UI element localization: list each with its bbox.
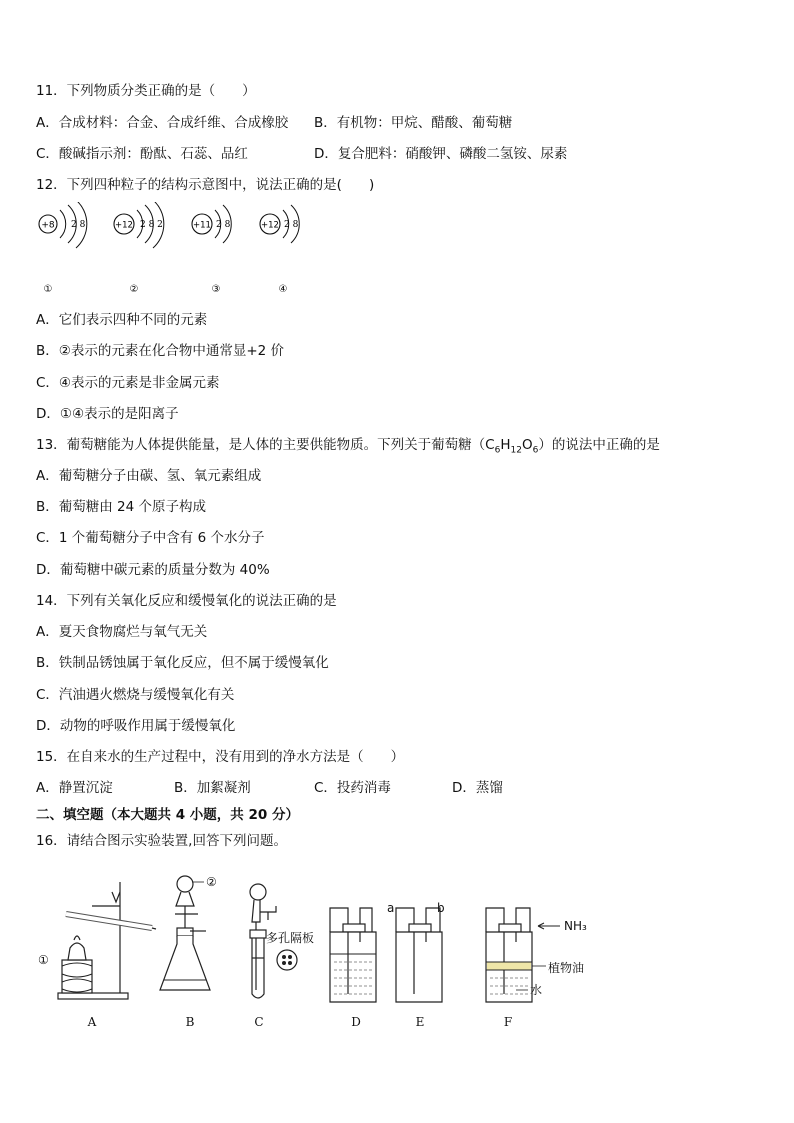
apparatus-label-b: B: [185, 1015, 195, 1029]
q15-option-c: C．投药消毒: [314, 780, 391, 796]
particle-1-nucleus: +8: [41, 220, 55, 231]
apparatus-label-d: D: [351, 1015, 361, 1029]
apparatus-e: [387, 901, 445, 1002]
q15-option-d: D．蒸馏: [452, 780, 503, 796]
q14-option-c: C．汽油遇火燃烧与缓慢氧化有关: [36, 687, 235, 703]
particle-3-shells: 2 8: [216, 220, 231, 230]
apparatus-label-c: C: [254, 1015, 264, 1029]
particle-4-shells: 2 8: [284, 220, 299, 230]
apparatus-label-e: E: [415, 1015, 425, 1029]
apparatus-label-f: F: [503, 1015, 513, 1029]
lab-apparatus-figure: [30, 862, 610, 1042]
water-label: 水: [530, 983, 543, 997]
q13-sub-h: 12: [510, 445, 522, 456]
q14-stem: 14．下列有关氧化反应和缓慢氧化的说法正确的是: [36, 593, 337, 609]
q12-option-d: D．①④表示的是阳离子: [36, 406, 179, 422]
q12-option-b: B．②表示的元素在化合物中通常显+2 价: [36, 343, 285, 359]
oil-label: 植物油: [548, 961, 585, 975]
q16-stem: 16．请结合图示实验装置,回答下列问题。: [36, 833, 287, 849]
particle-1-shells: 2 8: [71, 220, 86, 230]
q13-option-d: D．葡萄糖中碳元素的质量分数为 40%: [36, 562, 270, 578]
q15-option-a: A．静置沉淀: [36, 780, 113, 796]
apparatus-f: [486, 908, 587, 1002]
apparatus-b: [160, 875, 217, 990]
q13-option-c: C．1 个葡萄糖分子中含有 6 个水分子: [36, 530, 265, 546]
apparatus-a-marker: ①: [38, 953, 49, 967]
q11-option-a: A．合成材料：合金、合成纤维、合成橡胶: [36, 115, 289, 131]
apparatus-d: [330, 908, 376, 1002]
particle-4-nucleus: +12: [261, 220, 279, 231]
porous-plate-label: 多孔隔板: [266, 931, 315, 945]
apparatus-a: [38, 882, 156, 999]
particle-2-shells: 2 8 2: [140, 220, 163, 230]
particle-2-label: ②: [129, 284, 139, 295]
q13-option-a: A．葡萄糖分子由碳、氢、氧元素组成: [36, 468, 262, 484]
particle-diagram-4: [260, 205, 299, 295]
q12-option-c: C．④表示的元素是非金属元素: [36, 375, 220, 391]
q11-option-b: B．有机物：甲烷、醋酸、葡萄糖: [314, 115, 513, 131]
particle-4-label: ④: [278, 284, 288, 295]
particle-diagram-3: [192, 205, 231, 295]
q13-h: H: [500, 437, 511, 453]
q13-sub-o: 6: [532, 445, 539, 456]
nh3-label: NH₃: [564, 919, 587, 933]
particle-diagram-1: [39, 202, 87, 295]
q13-o: O: [521, 437, 533, 453]
q11-option-c: C．酸碱指示剂：酚酞、石蕊、品红: [36, 146, 248, 162]
q11-stem: 11．下列物质分类正确的是（ ）: [36, 83, 256, 99]
q13-stem-pre: 13．葡萄糖能为人体提供能量，是人体的主要供能物质。下列关于葡萄糖（C: [36, 437, 495, 453]
tube-b-label: b: [437, 901, 445, 915]
q15-stem: 15．在自来水的生产过程中，没有用到的净水方法是（ ）: [36, 749, 405, 765]
particle-3-label: ③: [211, 284, 221, 295]
section-heading: 二、填空题（本大题共 4 小题，共 20 分）: [36, 807, 299, 823]
apparatus-label-a: A: [87, 1015, 97, 1029]
particle-diagram-2: [114, 202, 164, 295]
apparatus-b-marker: ②: [206, 875, 217, 889]
q14-option-b: B．铁制品锈蚀属于氧化反应，但不属于缓慢氧化: [36, 655, 329, 671]
q15-option-b: B．加絮凝剂: [174, 780, 251, 796]
q13-stem: [36, 436, 660, 460]
apparatus-c: [250, 884, 314, 998]
tube-a-label: a: [387, 901, 395, 915]
q14-option-d: D．动物的呼吸作用属于缓慢氧化: [36, 718, 236, 734]
q14-option-a: A．夏天食物腐烂与氧气无关: [36, 624, 208, 640]
q12-stem: 12．下列四种粒子的结构示意图中，说法正确的是( ): [36, 177, 375, 193]
particle-2-nucleus: +12: [115, 220, 133, 231]
q13-stem-post: ）的说法中正确的是: [538, 437, 660, 453]
particle-1-label: ①: [43, 284, 53, 295]
q12-option-a: A．它们表示四种不同的元素: [36, 312, 208, 328]
q13-option-b: B．葡萄糖由 24 个原子构成: [36, 499, 207, 515]
particle-3-nucleus: +11: [193, 220, 211, 231]
particle-structure-diagrams: [30, 202, 320, 302]
q11-option-d: D．复合肥料：硝酸钾、磷酸二氢铵、尿素: [314, 146, 568, 162]
q13-sub-c: 6: [494, 445, 501, 456]
